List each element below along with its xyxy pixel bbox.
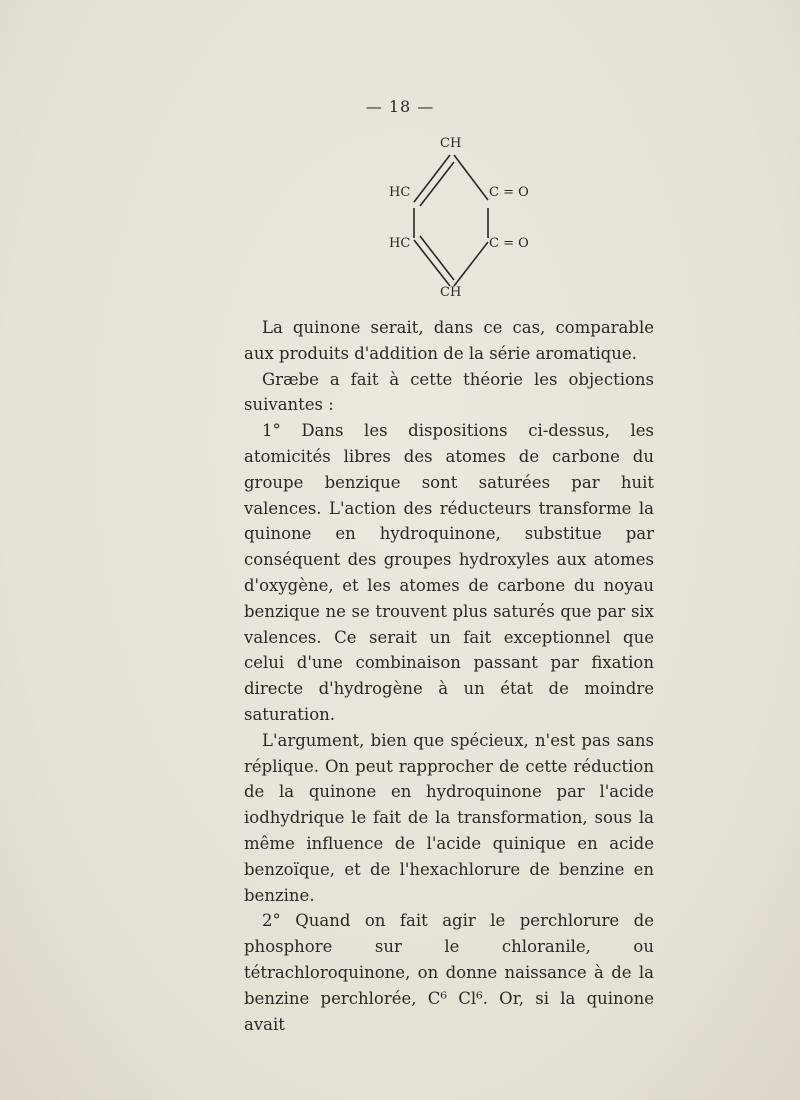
paragraph-argument-reply: L'argument, bien que spécieux, n'est pas sans réplique. On peut rapprocher de cette réduction de la quinone en hydroquinone par l'acide iodhydrique le fait de la transformation, sous la même influence de l'acide quinique en acide benzoïque, et de l'hexachlorure de benzine en benzine.	[244, 730, 654, 905]
bond-top-right	[454, 155, 488, 200]
paragraph-objection-1: 1° Dans les dispositions ci-dessus, les atomicités libres des atomes de carbone du groupe benzique sont saturées par huit valences. L'action des réducteurs transforme la quinone en hydroquinone, substitue par conséquent des groupes hydroxyles aux atomes d'oxygène, et les atomes de carbone du noyau benzique ne se trouvent plus saturés que par six valences. Ce serait un fait exceptionnel que celui d'une combinaison passant par fixation directe d'hydrogène à un état de moindre saturation.	[244, 421, 654, 724]
bond-top-left-double	[420, 162, 454, 206]
quinone-structural-formula	[370, 128, 570, 308]
bond-bottom-right	[454, 242, 488, 286]
atom-carbonyl-upper: C = O	[489, 185, 529, 200]
paragraph-quinone-comparison: La quinone serait, dans ce cas, comparable aux produits d'addition de la série aromatique.	[244, 318, 654, 363]
paragraph-graebe-objections: Græbe a fait à cette théorie les objections suivantes :	[244, 369, 654, 415]
body-text	[244, 315, 654, 1037]
atom-hc-upper: HC	[389, 185, 411, 200]
bond-bottom-left-double	[420, 236, 454, 280]
formula-bonds	[370, 128, 570, 308]
paragraph-objection-2: 2° Quand on fait agir le perchlorure de phosphore sur le chloranile, ou tétrachloroquinone, on donne naissance à de la benzine perchlorée, C⁶ Cl⁶. Or, si la quinone avait	[244, 911, 654, 1034]
bond-bottom-left	[414, 240, 450, 286]
bond-top-left	[414, 155, 450, 202]
atom-hc-lower: HC	[389, 236, 411, 251]
atom-carbonyl-lower: C = O	[489, 236, 529, 251]
atom-ch-top: CH	[440, 136, 462, 151]
atom-ch-bottom: CH	[440, 285, 462, 300]
page-number: — 18 —	[365, 97, 435, 116]
